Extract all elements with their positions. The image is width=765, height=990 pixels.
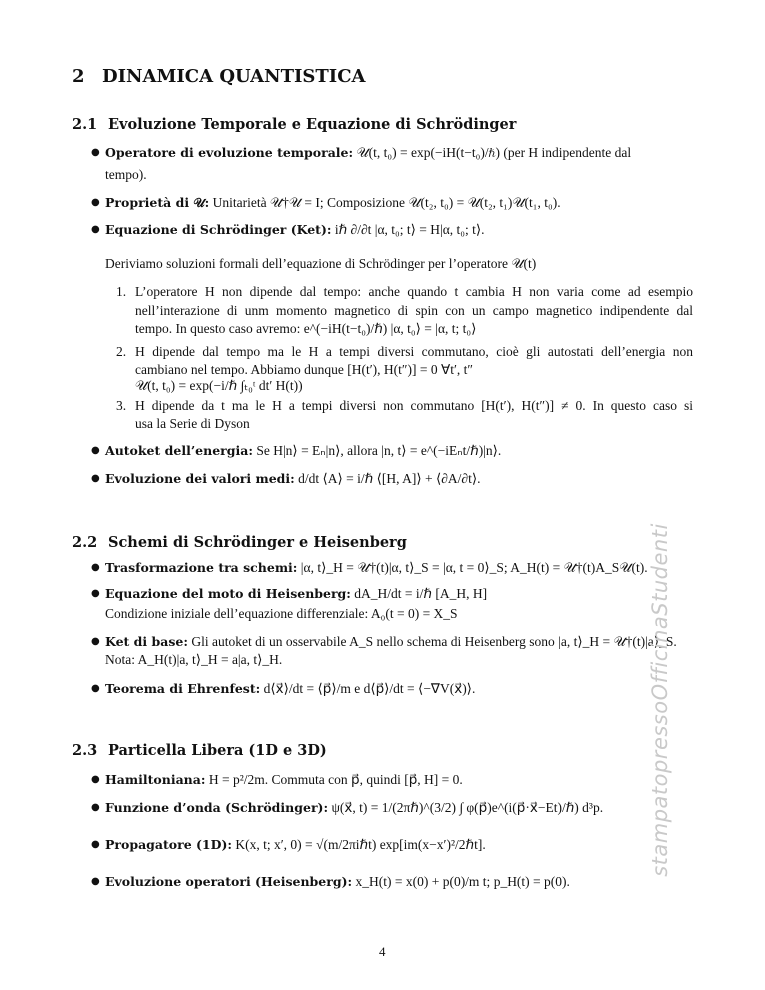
bullet: ● [91, 445, 100, 456]
list-item: Equazione di Schrödinger (Ket): iℏ ∂/∂t |α, t₀; t⟩ = H|α, t₀; t⟩. [105, 222, 485, 237]
enum-number: 1. [116, 284, 127, 299]
watermark: stampatopressoOfficinaStudenti [648, 523, 672, 877]
list-item: Equazione del moto di Heisenberg: dA_H/dt = i/ℏ [A_H, H] [105, 586, 488, 601]
bullet: ● [91, 802, 100, 813]
bullet: ● [91, 839, 100, 850]
bullet: ● [91, 876, 100, 887]
list-item: Ket di base: Gli autoket di un osservabile A_S nello schema di Heisenberg sono |a, t⟩_H = 𝒰†(t)|a⟩_S. [105, 634, 677, 649]
section-heading-2-2: 2.2 Schemi di Schrödinger e Heisenberg [72, 534, 407, 551]
enum-number: 2. [116, 344, 127, 359]
enum-line: cambiano nel tempo. Abbiamo dunque [H(t′), H(t″)] = 0 ∀t′, t″ [135, 362, 474, 377]
list-item: Evoluzione operatori (Heisenberg): x_H(t) = x(0) + p(0)/m t; p_H(t) = p(0). [105, 874, 570, 889]
list-item: Operatore di evoluzione temporale: 𝒰(t, t₀) = exp(−iH(t−t₀)/ℏ) (per H indipendente dal [105, 145, 632, 160]
enum-line: H dipende da t ma le H a tempi diversi non commutano [H(t′), H(t″)] ≠ 0. In questo caso si [135, 398, 693, 413]
enum-line: L’operatore H non dipende dal tempo: anche quando t cambia H non varia come ad esempio [135, 284, 693, 299]
list-item: Evoluzione dei valori medi: d/dt ⟨A⟩ = i/ℏ ⟨[H, A]⟩ + ⟨∂A/∂t⟩. [105, 471, 481, 486]
chapter-heading: 2 DINAMICA QUANTISTICA [72, 66, 366, 87]
bullet: ● [91, 197, 100, 208]
bullet: ● [91, 588, 100, 599]
list-item: Proprietà di 𝒰: Unitarietà 𝒰†𝒰 = I; Composizione 𝒰(t₂, t₀) = 𝒰(t₂, t₁)𝒰(t₁, t₀). [105, 195, 561, 210]
page-number: 4 [379, 944, 386, 959]
bullet: ● [91, 636, 100, 647]
bullet: ● [91, 224, 100, 235]
list-item: Funzione d’onda (Schrödinger): ψ(x⃗, t) = 1/(2πℏ)^(3/2) ∫ φ(p⃗)e^(i(p⃗·x⃗−Et)/ℏ) d³p. [105, 800, 604, 815]
enum-line: tempo. In questo caso avremo: e^(−iH(t−t₀)/ℏ) |α, t₀⟩ = |α, t; t₀⟩ [135, 321, 477, 336]
list-item-continuation: Condizione iniziale dell’equazione differenziale: A₀(t = 0) = X_S [105, 606, 458, 621]
enum-line: nell’interazione di unm momento magnetico di spin con un campo magnetico indipendente dal [135, 303, 693, 318]
list-item: Teorema di Ehrenfest: d⟨x⃗⟩/dt = ⟨p⃗⟩/m e d⟨p⃗⟩/dt = ⟨−∇V(x⃗)⟩. [105, 681, 476, 696]
section-heading-2-1: 2.1 Evoluzione Temporale e Equazione di Schrödinger [72, 116, 517, 133]
bullet: ● [91, 683, 100, 694]
bullet: ● [91, 473, 100, 484]
list-item: Trasformazione tra schemi: |α, t⟩_H = 𝒰†(t)|α, t⟩_S = |α, t = 0⟩_S; A_H(t) = 𝒰†(t)A_S𝒰(t). [105, 560, 648, 575]
list-item-continuation: tempo). [105, 167, 147, 182]
bullet: ● [91, 774, 100, 785]
intro-paragraph: Deriviamo soluzioni formali dell’equazione di Schrödinger per l’operatore 𝒰(t) [105, 256, 537, 271]
enum-line: usa la Serie di Dyson [135, 416, 250, 431]
enum-line: H dipende dal tempo ma le H a tempi diversi commutano, cioè gli autostati dell’energia non [135, 344, 693, 359]
list-item: Autoket dell’energia: Se H|n⟩ = Eₙ|n⟩, allora |n, t⟩ = e^(−iEₙt/ℏ)|n⟩. [105, 443, 502, 458]
list-item: Propagatore (1D): K(x, t; x′, 0) = √(m/2πiℏt) exp[im(x−x′)²/2ℏt]. [105, 837, 486, 852]
enum-line: 𝒰(t, t₀) = exp(−i/ℏ ∫ₜ₀ᵗ dt′ H(t)) [135, 378, 303, 393]
bullet: ● [91, 147, 100, 158]
list-item-continuation: Nota: A_H(t)|a, t⟩_H = a|a, t⟩_H. [105, 652, 283, 667]
bullet: ● [91, 562, 100, 573]
list-item: Hamiltoniana: H = p²/2m. Commuta con p⃗, quindi [p⃗, H] = 0. [105, 772, 463, 787]
enum-number: 3. [116, 398, 127, 413]
section-heading-2-3: 2.3 Particella Libera (1D e 3D) [72, 742, 327, 759]
